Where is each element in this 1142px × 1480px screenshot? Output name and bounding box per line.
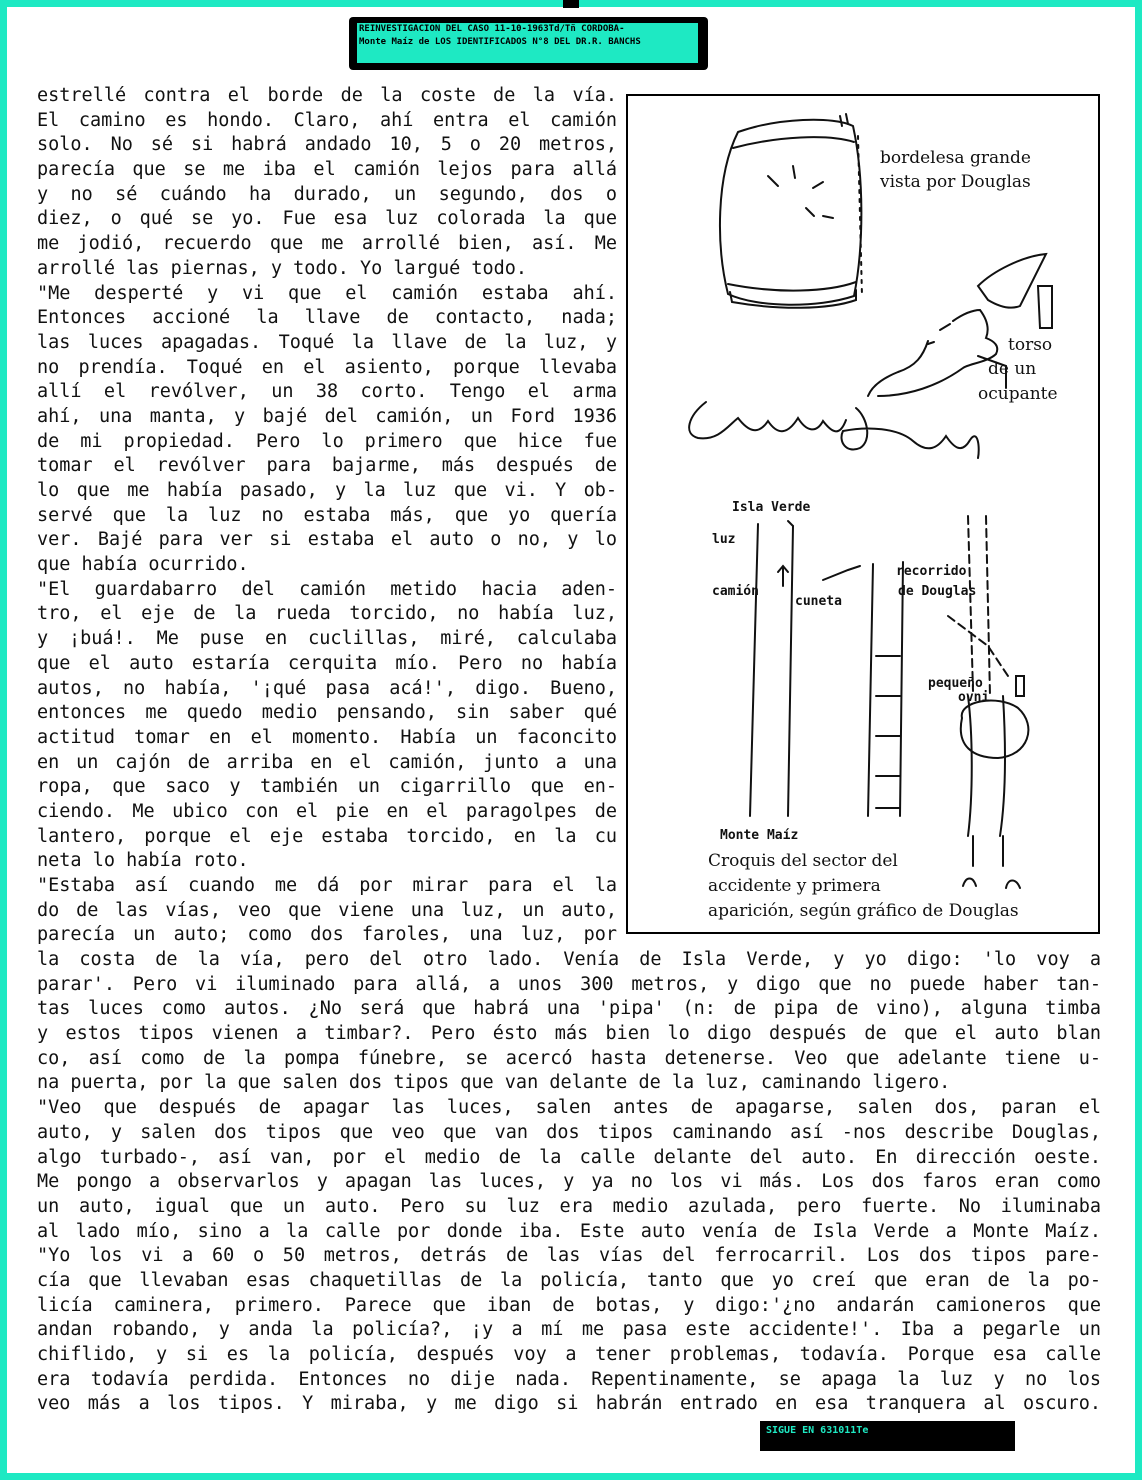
header-line-1: REINVESTIGACION DEL CASO 11-10-1963Td/Tñ CORDOBA- xyxy=(359,24,625,34)
text-line: Entonces accioné la llave de contacto, nada; xyxy=(37,307,617,329)
text-line: al lado mío, sino a la calle por donde iba. Este auto venía de Isla Verde a Monte Maíz. xyxy=(37,1220,1101,1242)
text-line: entonces me quedo medio pensando, sin saber qué xyxy=(37,702,617,724)
text-line: lo que me había pasado, y la luz que vi. Y ob- xyxy=(37,480,617,501)
text-line: co, así como de la pompa fúnebre, se acercó hasta detenerse. Veo que adelante tiene u- xyxy=(37,1047,1101,1069)
text-line: actitud tomar en el momento. Había un faconcito xyxy=(37,726,617,748)
bordelesa-label-1: bordelesa grande xyxy=(880,148,1031,168)
torso-label-3: ocupante xyxy=(978,384,1058,404)
text-line: en un cajón de arriba en el camión, junto a una xyxy=(37,751,617,773)
wide-text-column xyxy=(37,948,1101,1417)
header-box xyxy=(349,17,708,70)
recorrido-label-1: recorrido xyxy=(896,564,967,579)
text-line: El camino es hondo. Claro, ahí entra el camión xyxy=(37,109,617,131)
text-line: Me pongo a observarlos y apagan las luces, y ya no los vi más. Los dos faros eran como xyxy=(37,1171,1101,1193)
recorrido-label-2: de Douglas xyxy=(898,584,977,599)
text-line: me jodió, recuerdo que me arrollé bien, así. Me xyxy=(37,233,617,255)
top-marker xyxy=(563,0,579,8)
text-line: un auto, igual que un auto. Pero su luz era medio azulada, pero fuerte. No iluminaba xyxy=(37,1195,1101,1217)
text-line: veo más a los tipos. Y miraba, y me digo si habrán entrado en esa tranquera al oscuro. xyxy=(37,1393,1101,1415)
header-line-2: Monte Maíz de LOS IDENTIFICADOS N°8 DEL DR.R. BANCHS xyxy=(359,37,641,47)
text-line: estrellé contra el borde de la coste de la vía. xyxy=(37,85,617,106)
text-line: solo. No sé si habrá andado 10, 5 o 20 metros, xyxy=(37,134,617,156)
text-line: no prendía. Toqué en el asiento, porque llevaba xyxy=(37,356,617,378)
continuation-box xyxy=(760,1421,1015,1451)
text-line: diez, o qué se yo. Fue esa luz colorada la que xyxy=(37,208,617,230)
text-line: y ¡buá!. Me puse en cuclillas, miré, calculaba xyxy=(37,628,617,650)
text-line: lantero, porque el eje estaba torcido, en la cu xyxy=(37,825,617,847)
text-line: y estos tipos vienen a timbar?. Pero ésto más bien lo digo después de que el auto blan xyxy=(37,1023,1101,1045)
text-line: parecía un auto; como dos faroles, una luz, por xyxy=(37,924,617,946)
pequeno-label-1: pequeño xyxy=(928,676,983,691)
text-line: licía caminera, primero. Parece que iban de botas, y digo:'¿no andarán camioneros que xyxy=(37,1294,1101,1316)
text-line: arrollé las piernas, y todo. Yo largué todo. xyxy=(37,257,528,279)
text-line: chiflido, y si es la policía, después voy a tener problemas, todavía. Porque esa calle xyxy=(37,1344,1101,1365)
text-line: parar'. Pero vi iluminado para allá, a unos 300 metros, y digo que no puede haber tan- xyxy=(37,973,1101,995)
text-line: de mi propiedad. Pero lo primero que hice fue xyxy=(37,430,617,452)
caption-line-3: aparición, según gráfico de Douglas xyxy=(708,901,1019,921)
text-line: na puerta, por la que salen dos tipos que van delante de la luz, caminando ligero. xyxy=(37,1072,951,1094)
text-line: y no sé cuándo ha durado, un segundo, dos o xyxy=(37,183,617,205)
text-line: neta lo había roto. xyxy=(37,850,249,872)
text-line: tas luces como autos. ¿No será que habrá una 'pipa' (n: de pipa de vino), alguna timba xyxy=(37,998,1101,1020)
text-line: algo turbado-, así van, por el medio de la calle delante del auto. En dirección oeste. xyxy=(37,1146,1101,1168)
text-line: servé que la luz no estaba más, que yo quería xyxy=(37,504,617,526)
torso-label-1: torso xyxy=(1008,335,1053,355)
text-line: que había ocurrido. xyxy=(37,554,249,576)
cuneta-label: cuneta xyxy=(795,594,842,609)
text-line: que el auto estaría cerquita mío. Pero no había xyxy=(37,652,617,674)
caption-line-1: Croquis del sector del xyxy=(708,851,898,871)
text-line: cía que llevaban esas chaquetillas de la policía, tanto que yo creí que eran de la po- xyxy=(37,1269,1101,1291)
text-line: ahí, una manta, y bajé del camión, un Ford 1936 xyxy=(37,405,617,427)
camion-label: camión xyxy=(712,584,759,599)
text-line: ver. Bajé para ver si estaba el auto o no, y lo xyxy=(37,529,617,551)
continuation-label: SIGUE EN 631011Te xyxy=(766,1425,869,1436)
torso-label-2: de un xyxy=(988,359,1037,379)
narrow-text-column xyxy=(37,84,617,948)
text-line: parecía que se me iba el camión lejos para allá xyxy=(37,159,617,181)
text-line: allí el revólver, un 38 corto. Tengo el arma xyxy=(37,381,617,403)
text-line: "Estaba así cuando me dá por mirar para el la xyxy=(37,875,617,896)
caption-line-2: accidente y primera xyxy=(708,876,881,896)
text-line: "Yo los vi a 60 o 50 metros, detrás de las vías del ferrocarril. Los dos tipos pare- xyxy=(37,1245,1101,1267)
figure-panel xyxy=(626,94,1100,934)
text-line: auto, y salen dos tipos que veo que van dos tipos caminando así -nos describe Douglas, xyxy=(37,1121,1101,1143)
text-line: ropa, que saco y también un cigarrillo que en- xyxy=(37,776,617,798)
text-line: "Veo que después de apagar las luces, salen antes de apagarse, salen dos, paran el xyxy=(37,1097,1101,1119)
text-line: tro, el eje de la rueda torcido, no había luz, xyxy=(37,603,617,625)
text-line: andan robando, y anda la policía?, ¡y a mí me pasa este accidente!'. Iba a pegarle un xyxy=(37,1319,1101,1341)
text-line: las luces apagadas. Toqué la llave de la luz, y xyxy=(37,331,617,353)
text-line: do de las vías, veo que viene una luz, un auto, xyxy=(37,899,617,921)
text-line: tomar el revólver para bajarme, más después de xyxy=(37,455,617,477)
text-line: era todavía perdida. Entonces no dije nada. Repentinamente, se apaga la luz y no los xyxy=(37,1368,1101,1390)
luz-label: luz xyxy=(712,532,736,547)
figure-drawing xyxy=(628,96,1102,936)
isla-verde-label: Isla Verde xyxy=(732,500,811,515)
monte-maiz-label: Monte Maíz xyxy=(720,828,799,843)
header-label xyxy=(357,23,698,63)
text-line: "El guardabarro del camión metido hacia aden- xyxy=(37,578,617,600)
text-line: "Me desperté y vi que el camión estaba ahí. xyxy=(37,282,617,304)
text-line: ciendo. Me ubico con el pie en el paragolpes de xyxy=(37,800,617,822)
pequeno-label-2: ovni xyxy=(958,690,990,705)
text-line: la costa de la vía, pero del otro lado. Venía de Isla Verde, y yo digo: 'lo voy a xyxy=(37,949,1101,970)
text-line: autos, no había, '¡qué pasa acá!', digo. Bueno, xyxy=(37,677,617,699)
bordelesa-label-2: vista por Douglas xyxy=(880,172,1031,192)
